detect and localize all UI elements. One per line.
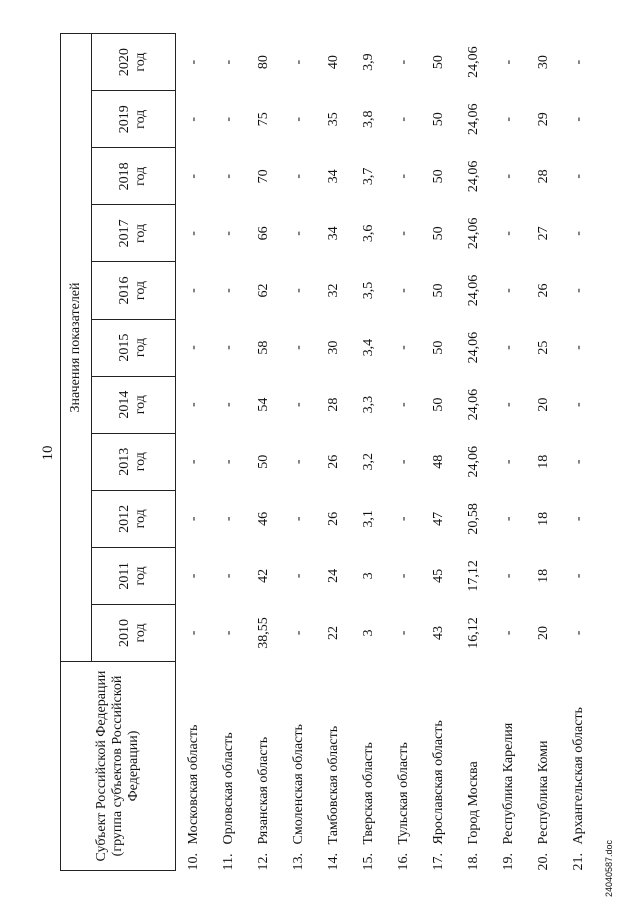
value-cell: 3 xyxy=(360,572,376,580)
year-label: 2012 xyxy=(117,504,133,533)
value-cell: - xyxy=(570,59,586,65)
value-cell: - xyxy=(500,288,516,293)
value-cell: 22 xyxy=(325,625,341,640)
year-header-2014 xyxy=(91,376,175,433)
value-cell: - xyxy=(185,345,201,350)
value-cell: - xyxy=(395,630,411,636)
value-cell: 20 xyxy=(535,397,551,412)
value-cell: 70 xyxy=(255,169,271,184)
value-cell: 46 xyxy=(255,511,271,526)
value-cell: 24 xyxy=(325,568,341,583)
year-suffix: год xyxy=(133,623,149,643)
value-cell: - xyxy=(290,345,306,350)
value-cell: 80 xyxy=(255,55,271,70)
value-cell: 34 xyxy=(325,226,341,241)
year-suffix: год xyxy=(133,109,149,129)
value-cell: 66 xyxy=(255,226,271,241)
value-cell: 40 xyxy=(325,55,341,70)
value-cell: - xyxy=(220,288,236,293)
year-header-2012 xyxy=(91,490,175,547)
year-label: 2015 xyxy=(117,333,133,362)
value-cell: - xyxy=(220,402,236,407)
value-cell: - xyxy=(290,573,306,579)
region-cell xyxy=(491,662,526,871)
value-cell: - xyxy=(185,116,201,122)
year-suffix: год xyxy=(133,223,149,243)
value-cell: 18 xyxy=(535,454,551,469)
value-cell: 50 xyxy=(430,397,446,412)
value-cell: - xyxy=(500,174,516,179)
value-cell: 30 xyxy=(325,340,341,355)
value-cell: - xyxy=(290,516,306,522)
value-cell: 54 xyxy=(255,397,271,412)
table-row xyxy=(281,34,316,871)
year-header-2010 xyxy=(91,604,175,661)
value-cell: - xyxy=(290,174,306,179)
table-row xyxy=(456,34,491,871)
year-header-2011 xyxy=(91,547,175,604)
year-suffix: год xyxy=(133,509,149,529)
year-header-2018 xyxy=(91,148,175,205)
row-number: 21. xyxy=(570,853,586,871)
region-name: Смоленская область xyxy=(290,724,306,845)
value-cell: 24,06 xyxy=(465,217,481,250)
value-cell: 20 xyxy=(535,625,551,640)
region-name: Тамбовская область xyxy=(325,725,341,845)
value-cell: - xyxy=(395,288,411,293)
table-row xyxy=(561,34,596,871)
value-cell: - xyxy=(500,231,516,236)
table-row xyxy=(421,34,456,871)
value-cell: 29 xyxy=(535,112,551,127)
year-label: 2016 xyxy=(117,276,133,305)
year-label: 2010 xyxy=(117,618,133,647)
year-suffix: год xyxy=(133,52,149,72)
value-cell: 17,12 xyxy=(465,560,481,592)
value-cell: 50 xyxy=(255,454,271,469)
value-cell: 3,6 xyxy=(360,224,376,243)
year-label: 2014 xyxy=(117,390,133,419)
value-cell: - xyxy=(220,459,236,465)
value-cell: - xyxy=(570,402,586,407)
value-cell: - xyxy=(395,402,411,407)
year-header-2013 xyxy=(91,433,175,490)
value-cell: 30 xyxy=(535,55,551,70)
year-suffix: год xyxy=(133,566,149,586)
region-cell xyxy=(421,662,456,871)
row-number: 17. xyxy=(430,853,446,871)
region-cell xyxy=(351,662,386,871)
value-cell: - xyxy=(220,516,236,522)
region-cell xyxy=(316,662,351,871)
value-cell: 26 xyxy=(325,511,341,526)
value-cell: 48 xyxy=(430,454,446,469)
value-cell: 42 xyxy=(255,568,271,583)
year-suffix: год xyxy=(133,280,149,301)
row-number: 15. xyxy=(360,853,376,871)
value-cell: - xyxy=(500,516,516,522)
value-cell: - xyxy=(220,231,236,236)
value-cell: - xyxy=(185,288,201,293)
value-cell: - xyxy=(570,288,586,293)
value-cell: 28 xyxy=(535,169,551,184)
value-cell: 3,3 xyxy=(360,395,376,414)
value-cell: - xyxy=(395,174,411,179)
value-cell: 24,06 xyxy=(465,103,481,136)
year-label: 2011 xyxy=(117,562,133,590)
value-cell: 62 xyxy=(255,283,271,298)
value-cell: - xyxy=(570,231,586,236)
row-number: 16. xyxy=(395,853,411,871)
value-cell: - xyxy=(290,231,306,236)
region-name: Тверская область xyxy=(360,742,376,845)
value-cell: 58 xyxy=(255,340,271,355)
value-cell: 24,06 xyxy=(465,331,481,364)
table-row xyxy=(526,34,561,871)
value-cell: - xyxy=(220,174,236,179)
value-cell: 50 xyxy=(430,112,446,127)
value-cell: - xyxy=(395,573,411,579)
value-cell: - xyxy=(500,345,516,350)
value-cell: 25 xyxy=(535,340,551,355)
value-cell: 3,9 xyxy=(360,53,376,71)
value-cell: - xyxy=(290,630,306,636)
value-cell: 24,06 xyxy=(465,160,481,193)
value-cell: - xyxy=(185,630,201,636)
value-cell: 38,55 xyxy=(255,617,271,649)
region-cell xyxy=(211,662,246,871)
value-cell: - xyxy=(290,288,306,293)
value-cell: 18 xyxy=(535,568,551,583)
value-cell: - xyxy=(185,231,201,236)
table-row xyxy=(386,34,421,871)
value-cell: - xyxy=(220,345,236,350)
year-label: 2019 xyxy=(117,105,133,134)
region-name: Московская область xyxy=(185,724,201,845)
region-name: Республика Коми xyxy=(535,740,551,845)
value-cell: - xyxy=(290,59,306,65)
year-suffix: год xyxy=(133,395,149,415)
row-number: 14. xyxy=(325,853,341,871)
value-cell: 16,12 xyxy=(465,617,481,649)
table-body xyxy=(176,34,597,871)
values-group-header: Значения показателей xyxy=(61,34,92,662)
value-cell: 18 xyxy=(535,511,551,526)
value-cell: 24,06 xyxy=(465,46,481,78)
value-cell: 3,4 xyxy=(360,338,376,357)
value-cell: - xyxy=(185,174,201,179)
value-cell: - xyxy=(500,59,516,65)
year-label: 2018 xyxy=(117,162,133,191)
value-cell: 45 xyxy=(430,568,446,583)
year-label: 2013 xyxy=(117,447,133,476)
value-cell: 50 xyxy=(430,169,446,184)
year-header-2017 xyxy=(91,205,175,262)
year-header-2015 xyxy=(91,319,175,376)
year-suffix: год xyxy=(133,166,149,186)
region-name: Республика Карелия xyxy=(500,722,516,845)
table-row xyxy=(176,34,212,871)
region-name: Архангельская область xyxy=(570,707,586,845)
region-cell xyxy=(456,662,491,871)
region-cell xyxy=(386,662,421,871)
region-name: Рязанская область xyxy=(255,736,271,845)
value-cell: 50 xyxy=(430,340,446,355)
file-name: 24040587.doc xyxy=(604,839,614,897)
value-cell: - xyxy=(185,459,201,465)
value-cell: - xyxy=(500,459,516,465)
value-cell: - xyxy=(290,459,306,465)
region-cell xyxy=(526,662,561,871)
region-name: Ярославская область xyxy=(430,720,446,845)
value-cell: - xyxy=(220,116,236,122)
value-cell: 24,06 xyxy=(465,445,481,478)
value-cell: 75 xyxy=(255,112,271,127)
value-cell: - xyxy=(185,402,201,407)
value-cell: - xyxy=(185,59,201,65)
value-cell: - xyxy=(395,116,411,122)
table-row xyxy=(351,34,386,871)
value-cell: - xyxy=(395,516,411,522)
value-cell: - xyxy=(500,573,516,579)
value-cell: - xyxy=(395,59,411,65)
region-name: Город Москва xyxy=(465,761,481,845)
table-row xyxy=(246,34,281,871)
value-cell: - xyxy=(290,402,306,407)
table-row xyxy=(316,34,351,871)
value-cell: - xyxy=(220,630,236,636)
header-row-top xyxy=(61,34,92,871)
row-number: 19. xyxy=(500,853,516,871)
value-cell: 3,8 xyxy=(360,110,376,129)
year-header-2019 xyxy=(91,91,175,148)
row-number: 13. xyxy=(290,853,306,871)
value-cell: 24,06 xyxy=(465,274,481,307)
value-cell: - xyxy=(570,174,586,179)
value-cell: 3,2 xyxy=(360,452,376,471)
row-number: 12. xyxy=(255,853,271,871)
row-number: 18. xyxy=(465,853,481,871)
value-cell: 34 xyxy=(325,169,341,184)
year-suffix: год xyxy=(133,452,149,472)
year-header-2020 xyxy=(91,34,175,91)
value-cell: - xyxy=(570,459,586,465)
row-number: 10. xyxy=(185,853,201,871)
value-cell: - xyxy=(500,116,516,122)
value-cell: 50 xyxy=(430,283,446,298)
value-cell: 26 xyxy=(325,454,341,469)
value-cell: 32 xyxy=(325,283,341,298)
value-cell: - xyxy=(290,116,306,122)
table-row xyxy=(211,34,246,871)
row-number: 20. xyxy=(535,853,551,871)
value-cell: 3 xyxy=(360,629,376,637)
table-row xyxy=(491,34,526,871)
value-cell: - xyxy=(570,573,586,579)
value-cell: 50 xyxy=(430,55,446,70)
value-cell: - xyxy=(185,516,201,522)
value-cell: - xyxy=(395,345,411,350)
value-cell: 3,7 xyxy=(360,167,376,186)
value-cell: - xyxy=(220,59,236,65)
region-cell xyxy=(176,662,212,871)
value-cell: 26 xyxy=(535,283,551,298)
value-cell: - xyxy=(570,345,586,350)
value-cell: - xyxy=(500,402,516,407)
year-suffix: год xyxy=(133,338,149,358)
region-name: Тульская область xyxy=(395,742,411,845)
value-cell: - xyxy=(395,459,411,465)
value-cell: - xyxy=(570,116,586,122)
value-cell: 20,58 xyxy=(465,503,481,535)
row-number: 11. xyxy=(220,853,236,871)
value-cell: - xyxy=(395,231,411,236)
value-cell: 28 xyxy=(325,397,341,412)
year-header-2016 xyxy=(91,262,175,319)
value-cell: 43 xyxy=(430,625,446,640)
region-cell xyxy=(561,662,596,871)
year-label: 2017 xyxy=(117,219,133,248)
value-cell: 50 xyxy=(430,226,446,241)
value-cell: - xyxy=(570,630,586,636)
region-cell xyxy=(246,662,281,871)
value-cell: - xyxy=(500,630,516,636)
value-cell: - xyxy=(185,573,201,579)
region-name: Орловская область xyxy=(220,732,236,845)
value-cell: 27 xyxy=(535,226,551,241)
value-cell: 24,06 xyxy=(465,388,481,421)
value-cell: - xyxy=(220,573,236,579)
year-label: 2020 xyxy=(117,48,133,77)
value-cell: 35 xyxy=(325,112,341,127)
page-number: 10 xyxy=(40,445,56,461)
value-cell: - xyxy=(570,516,586,522)
indicators-table xyxy=(60,33,596,871)
subject-column-header: Субъект Российской Федерации (группа субъектов Российской Федерации) xyxy=(61,662,176,871)
value-cell: 47 xyxy=(430,511,446,526)
region-cell xyxy=(281,662,316,871)
value-cell: 3,5 xyxy=(360,281,376,300)
value-cell: 3,1 xyxy=(360,510,376,528)
